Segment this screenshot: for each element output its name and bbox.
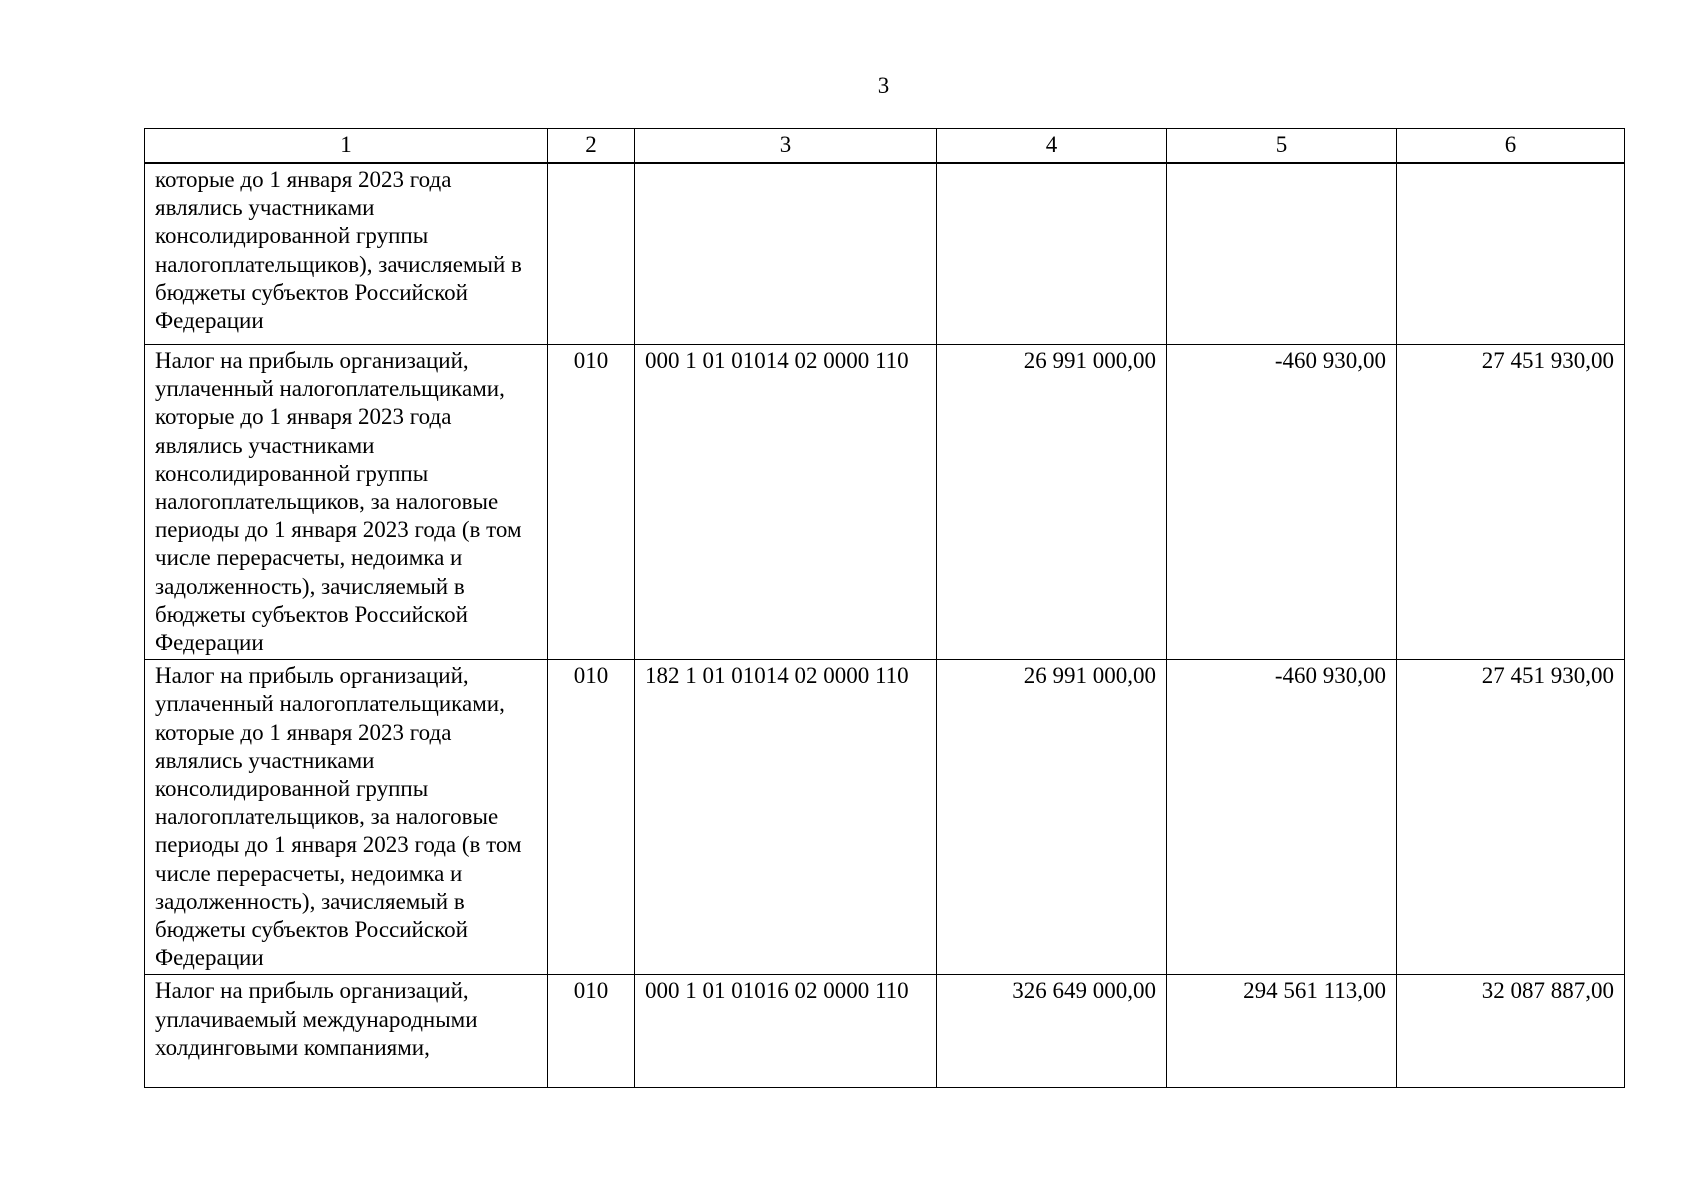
header-row <box>145 129 1625 164</box>
executed-amount: 294 561 113,00 <box>1167 975 1397 1088</box>
table-row <box>145 163 1625 345</box>
table-row <box>145 345 1625 660</box>
budget-classification-code: 000 1 01 01016 02 0000 110 <box>635 975 937 1088</box>
column-header-6: 6 <box>1397 129 1625 164</box>
approved-amount: 26 991 000,00 <box>937 345 1167 660</box>
table-row <box>145 975 1625 1088</box>
column-header-5: 5 <box>1167 129 1397 164</box>
column-header-4: 4 <box>937 129 1167 164</box>
page-number: 3 <box>877 73 890 98</box>
indicator-name: которые до 1 января 2023 года являлись участниками консолидированной группы налогоплательщиков), зачисляемый в бюджеты субъектов Российской Федерации <box>145 163 548 345</box>
approved-amount <box>937 163 1167 345</box>
indicator-name: Налог на прибыль организаций, уплаченный налогоплательщиками, которые до 1 января 2023 года являлись участниками консолидированной группы налогоплательщиков, за налоговые периоды до 1 января 2023 года (в том числе перерасчеты, недоимка и задолженность), зачисляемый в бюджеты субъектов Российской Федерации <box>145 345 548 660</box>
executed-amount: -460 930,00 <box>1167 660 1397 975</box>
column-header-3: 3 <box>635 129 937 164</box>
executed-amount: -460 930,00 <box>1167 345 1397 660</box>
column-header-2: 2 <box>548 129 635 164</box>
indicator-name: Налог на прибыль организаций, уплачиваемый международными холдинговыми компаниями, <box>145 975 548 1088</box>
budget-classification-code: 000 1 01 01014 02 0000 110 <box>635 345 937 660</box>
budget-classification-code <box>635 163 937 345</box>
unexecuted-amount: 27 451 930,00 <box>1397 660 1625 975</box>
budget-classification-code: 182 1 01 01014 02 0000 110 <box>635 660 937 975</box>
revenue-table <box>144 128 1625 1088</box>
column-header-1: 1 <box>145 129 548 164</box>
unexecuted-amount: 27 451 930,00 <box>1397 345 1625 660</box>
line-code <box>548 163 635 345</box>
line-code: 010 <box>548 345 635 660</box>
approved-amount: 326 649 000,00 <box>937 975 1167 1088</box>
indicator-name: Налог на прибыль организаций, уплаченный налогоплательщиками, которые до 1 января 2023 года являлись участниками консолидированной группы налогоплательщиков, за налоговые периоды до 1 января 2023 года (в том числе перерасчеты, недоимка и задолженность), зачисляемый в бюджеты субъектов Российской Федерации <box>145 660 548 975</box>
table-row <box>145 660 1625 975</box>
unexecuted-amount: 32 087 887,00 <box>1397 975 1625 1088</box>
executed-amount <box>1167 163 1397 345</box>
unexecuted-amount <box>1397 163 1625 345</box>
approved-amount: 26 991 000,00 <box>937 660 1167 975</box>
line-code: 010 <box>548 975 635 1088</box>
line-code: 010 <box>548 660 635 975</box>
